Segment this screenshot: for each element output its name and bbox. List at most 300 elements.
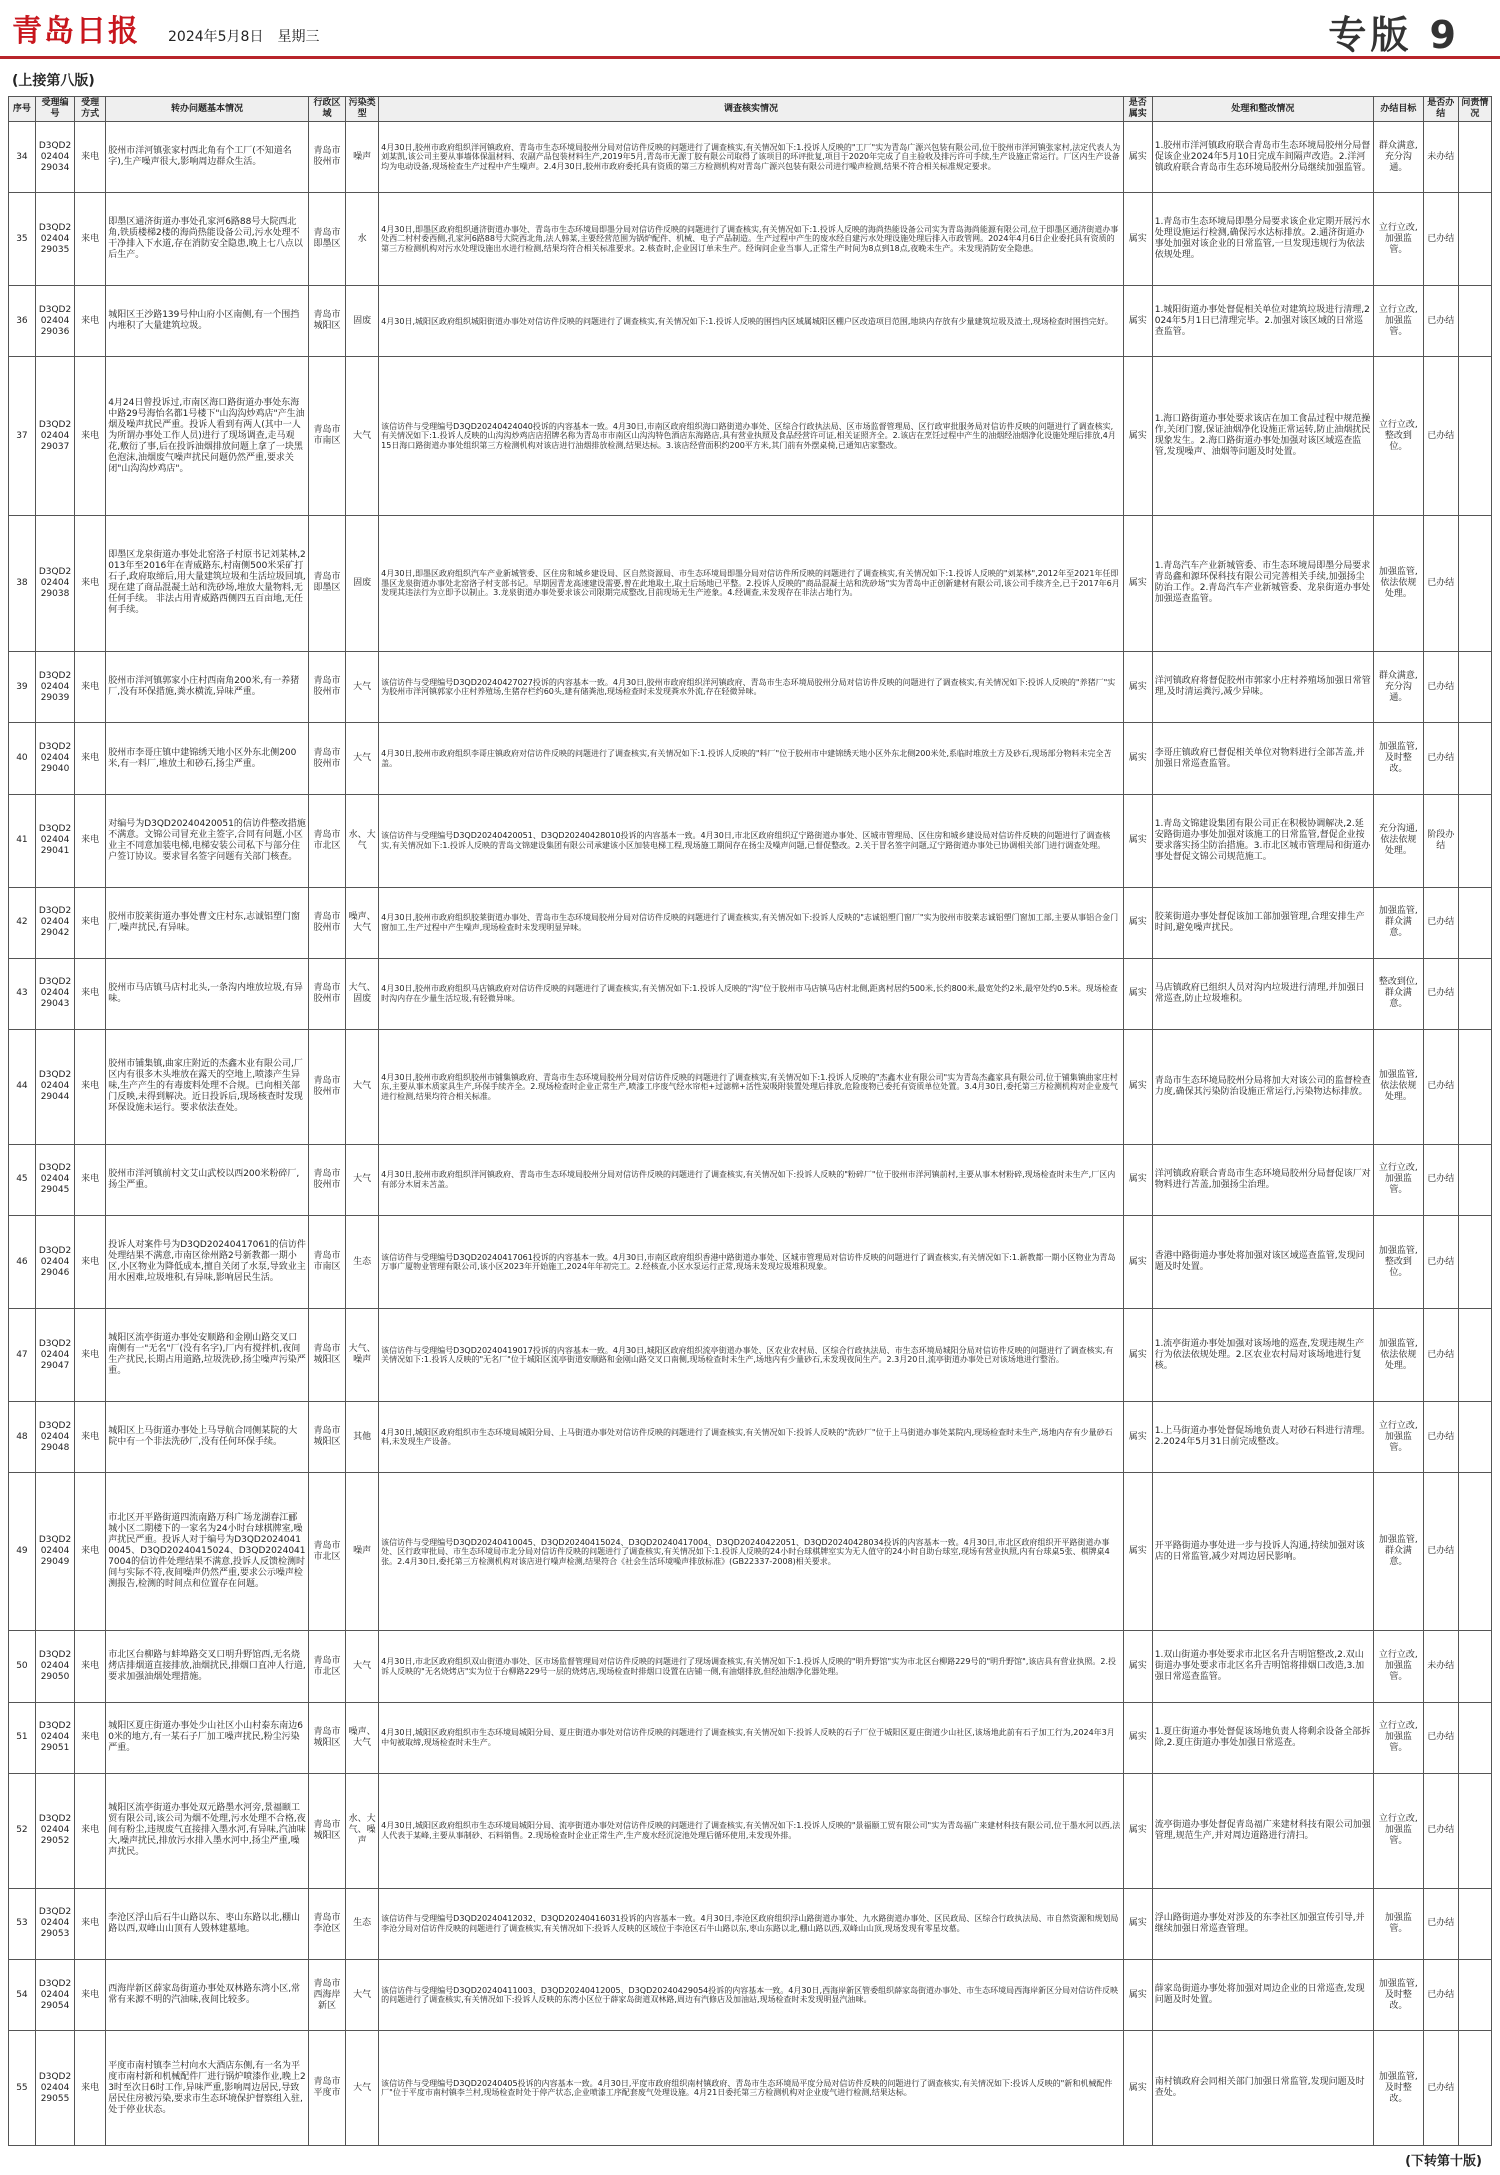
intake-method: 来电 <box>75 122 106 193</box>
intake-method: 来电 <box>75 193 106 286</box>
district: 青岛市市北区 <box>308 794 345 887</box>
action-taken: 李哥庄镇政府已督促相关单位对物料进行全部苫盖,并加强日常巡查监管。 <box>1152 723 1373 794</box>
intake-method: 来电 <box>75 515 106 652</box>
issue-description: 城阳区上马街道办事处上马导航合同侧某院的大院中有一个非法洗砂厂,没有任何环保手续。 <box>106 1402 309 1473</box>
verified-flag: 属实 <box>1123 1309 1152 1402</box>
intake-method: 来电 <box>75 1473 106 1631</box>
completion-status: 已办结 <box>1423 1144 1458 1215</box>
pollution-type: 大气、噪声 <box>346 1309 379 1402</box>
accountability <box>1458 887 1491 958</box>
case-id: D3QD202404 29039 <box>35 652 74 723</box>
investigation-findings: 4月30日,胶州市政府组织李哥庄镇政府对信访件反映的问题进行了调查核实,有关情况如下:1.投诉人反映的"料厂"位于胶州市中建锦绣天地小区外东北侧200米处,系临时堆放土方及砂石,现场部分物料未完全苫盖。 <box>379 723 1124 794</box>
accountability <box>1458 1144 1491 1215</box>
action-taken: 洋河镇政府联合青岛市生态环境局胶州分局督促该厂对物料进行苫盖,加强扬尘治理。 <box>1152 1144 1373 1215</box>
verified-flag: 属实 <box>1123 1473 1152 1631</box>
investigation-findings: 4月30日,城阳区政府组织城阳街道办事处对信访件反映的问题进行了调查核实,有关情况如下:1.投诉人反映的围挡内区域属城阳区棚户区改造项目范围,地块内存放有少量建筑垃圾及渣土,现场检查时围挡完好。 <box>379 286 1124 357</box>
completion-goal: 加强监管,及时整改。 <box>1374 2031 1424 2146</box>
col-header: 序号 <box>9 97 36 122</box>
investigation-findings: 4月30日,胶州市政府组织马店镇政府对信访件反映的问题进行了调查核实,有关情况如下:1.投诉人反映的"沟"位于胶州市马店镇马店村北侧,距离村居约500米,长约800米,最宽处约2米,最窄处约0.5米。现场检查时沟内存在少量生活垃圾,有轻微异味。 <box>379 958 1124 1029</box>
col-header: 受理编号 <box>35 97 74 122</box>
completion-status: 已办结 <box>1423 958 1458 1029</box>
verified-flag: 属实 <box>1123 1888 1152 1959</box>
completion-status: 已办结 <box>1423 286 1458 357</box>
col-header: 处理和整改情况 <box>1152 97 1373 122</box>
verified-flag: 属实 <box>1123 515 1152 652</box>
intake-method: 来电 <box>75 887 106 958</box>
case-id: D3QD202404 29045 <box>35 1144 74 1215</box>
district: 青岛市即墨区 <box>308 515 345 652</box>
issue-description: 西海岸新区薛家岛街道办事处双林路东湾小区,常常有来源不明的汽油味,夜间比较多。 <box>106 1959 309 2030</box>
table-row <box>9 1144 1492 1215</box>
investigation-findings: 4月30日,城阳区政府组织市生态环境局城阳分局、上马街道办事处对信访件反映的问题进行了调查核实,有关情况如下:投诉人反映的"洗砂厂"位于上马街道办事处某院内,现场检查时未生产,场地内存有少量砂石料,未发现生产设备。 <box>379 1402 1124 1473</box>
table-row <box>9 193 1492 286</box>
investigation-findings: 4月30日,即墨区政府组织通济街道办事处、青岛市生态环境局即墨分局对信访件反映的问题进行了调查核实,有关情况如下:1.投诉人反映的海尚热能设备公司实为青岛海尚能源有限公司,位于即墨区通济街道办事处西二村村委西侧,孔家河6路88号大院西北角,法人韩某,主要经营范围为锅炉配件、机械、电子产品制造。生产过程中产生的废水经自建污水处理设施处理后排入市政管网。2024年4月6日企业委托具有资质的第三方检测机构对污水处理设施出水进行检测,结果均符合相关标准要求。2.核查时,企业因订单未生产。经询问企业当事人,正常生产时间为8点到18点,夜晚未生产。未发现消防安全隐患。 <box>379 193 1124 286</box>
pollution-type: 大气、固废 <box>346 958 379 1029</box>
verified-flag: 属实 <box>1123 1402 1152 1473</box>
accountability <box>1458 652 1491 723</box>
issue-description: 城阳区王沙路139号仲山府小区南侧,有一个围挡内堆积了大量建筑垃圾。 <box>106 286 309 357</box>
accountability <box>1458 193 1491 286</box>
table-row <box>9 357 1492 515</box>
row-number: 51 <box>9 1702 36 1773</box>
action-taken: 1.胶州市洋河镇政府联合青岛市生态环境局胶州分局督促该企业2024年5月10日完成车间隔声改造。2.洋河镇政府联合青岛市生态环境局胶州分局继续加强监管。 <box>1152 122 1373 193</box>
table-row <box>9 286 1492 357</box>
case-id: D3QD202404 29044 <box>35 1030 74 1145</box>
accountability <box>1458 1309 1491 1402</box>
completion-status: 已办结 <box>1423 2031 1458 2146</box>
completion-status: 已办结 <box>1423 1959 1458 2030</box>
case-id: D3QD202404 29047 <box>35 1309 74 1402</box>
district: 青岛市城阳区 <box>308 286 345 357</box>
col-header: 行政区域 <box>308 97 345 122</box>
continued-from-note: (上接第八版) <box>12 73 95 89</box>
district: 青岛市市南区 <box>308 357 345 515</box>
table-row <box>9 652 1492 723</box>
investigation-findings: 该信访件与受理编号D3QD20240412032、D3QD20240416031投诉的内容基本一致。4月30日,李沧区政府组织浮山路街道办事处、九水路街道办事处、区民政局、区综合行政执法局、市自然资源和规划局李沧分局对信访件反映的问题进行了调查核实,有关情况如下:投诉人反映的区域位于李沧区石牛山路以东,枣山东路以北,棚山路以西,双峰山山顶,现场发现有零星坟墓。 <box>379 1888 1124 1959</box>
col-header: 是否属实 <box>1123 97 1152 122</box>
pollution-type: 水、大气 <box>346 794 379 887</box>
district: 青岛市西海岸新区 <box>308 1959 345 2030</box>
completion-status: 已办结 <box>1423 1888 1458 1959</box>
completion-status: 已办结 <box>1423 1473 1458 1631</box>
accountability <box>1458 2031 1491 2146</box>
district: 青岛市胶州市 <box>308 1030 345 1145</box>
row-number: 43 <box>9 958 36 1029</box>
issue-description: 即墨区通济街道办事处孔家河6路88号大院西北角,铁质楼梯2楼的海尚热能设备公司,污水处理不干净排入下水道,存在消防安全隐患,晚上七八点以后生产。 <box>106 193 309 286</box>
pollution-type: 噪声、大气 <box>346 887 379 958</box>
pollution-type: 大气 <box>346 1144 379 1215</box>
pollution-type: 大气 <box>346 1030 379 1145</box>
action-taken: 胶莱街道办事处督促该加工部加强管理,合理安排生产时间,避免噪声扰民。 <box>1152 887 1373 958</box>
district: 青岛市平度市 <box>308 2031 345 2146</box>
issue-description: 市北区台柳路与蚌埠路交叉口明升野馆西,无名烧烤店排烟道直接排放,油烟扰民,排烟口直冲人行道,要求加强油烟处理措施。 <box>106 1631 309 1702</box>
case-id: D3QD202404 29052 <box>35 1773 74 1888</box>
verified-flag: 属实 <box>1123 193 1152 286</box>
completion-goal: 充分沟通,依法依规处理。 <box>1374 794 1424 887</box>
action-taken: 1.流亭街道办事处加强对该场地的巡查,发现违规生产行为依法依规处理。2.区农业农村局对该场地进行复核。 <box>1152 1309 1373 1402</box>
section-title: 专版 9 <box>1328 13 1460 57</box>
table-row <box>9 1959 1492 2030</box>
district: 青岛市胶州市 <box>308 1144 345 1215</box>
verified-flag: 属实 <box>1123 652 1152 723</box>
table-row <box>9 1631 1492 1702</box>
completion-goal: 立行立改,加强监管。 <box>1374 193 1424 286</box>
intake-method: 来电 <box>75 1631 106 1702</box>
intake-method: 来电 <box>75 2031 106 2146</box>
investigation-findings: 该信访件与受理编号D3QD20240424040投诉的内容基本一致。4月30日,市南区政府组织海口路街道办事处、区综合行政执法局、区市场监督管理局、区行政审批服务局对信访件反映的问题进行了调查核实,有关情况如下:1.投诉人反映的山沟沟炒鸡店店招牌名称为青岛市市南区山沟沟特色酒店东海路店,具有营业执照及食品经营许可证,相关证照齐全。2.该店在烹饪过程中产生的油烟经油烟净化设施处理后排放,4月15日海口路街道办事处组织第三方检测机构对该店进行油烟排放检测,结果达标。3.该店经营面积约200平方米,其门前有外摆桌椅,已通知店家整改。 <box>379 357 1124 515</box>
district: 青岛市城阳区 <box>308 1702 345 1773</box>
investigation-findings: 该信访件与受理编号D3QD20240410045、D3QD20240415024、D3QD20240417004、D3QD20240422051、D3QD20240428034投诉的内容基本一致。4月30日,市北区政府组织开平路街道办事处、区行政审批局、市生态环境局市北分局对信访件反映的问题进行了调查核实,有关情况如下:1.投诉人反映的24小时台球棋牌室实为无人值守的24小时自助台球室,现场有营业执照,内有台球桌5张、棋牌桌4张。2.4月30日,委托第三方检测机构对该店进行噪声检测,结果符合《社会生活环境噪声排放标准》(GB22337-2008)相关要求。 <box>379 1473 1124 1631</box>
row-number: 52 <box>9 1773 36 1888</box>
issue-description: 市北区开平路街道四流南路万科广场龙湖春江郦城小区二期楼下的一家名为24小时台球棋牌室,噪声扰民严重。投诉人对于编号为D3QD20240410045、D3QD20240415024、D3QD20240417004的信访件处理结果不满意,投诉人反馈检测时间与实际不符,夜间噪声仍然严重,要求公示噪声检测报告,检测的时间点和位置存在问题。 <box>106 1473 309 1631</box>
district: 青岛市城阳区 <box>308 1309 345 1402</box>
pollution-type: 水 <box>346 193 379 286</box>
intake-method: 来电 <box>75 1888 106 1959</box>
issue-description: 胶州市李哥庄镇中建锦绣天地小区外东北侧200米,有一料厂,堆放土和砂石,扬尘严重。 <box>106 723 309 794</box>
action-taken: 南村镇政府会同相关部门加强日常监管,发现问题及时查处。 <box>1152 2031 1373 2146</box>
issue-description: 胶州市洋河镇前村文艾山武校以西200米粉碎厂,扬尘严重。 <box>106 1144 309 1215</box>
table-row <box>9 1773 1492 1888</box>
action-taken: 浮山路街道办事处对涉及的东李社区加强宣传引导,并继续加强日常巡查管理。 <box>1152 1888 1373 1959</box>
verified-flag: 属实 <box>1123 1959 1152 2030</box>
completion-status: 已办结 <box>1423 652 1458 723</box>
intake-method: 来电 <box>75 1773 106 1888</box>
verified-flag: 属实 <box>1123 1702 1152 1773</box>
case-id: D3QD202404 29049 <box>35 1473 74 1631</box>
investigation-findings: 该信访件与受理编号D3QD20240417061投诉的内容基本一致。4月30日,市南区政府组织香港中路街道办事处、区城市管理局对信访件反映的问题进行了调查核实,有关情况如下:1.新教都一期小区物业为青岛万事广厦物业管理有限公司,该小区2023年开始施工,2024年年初完工。2.经核查,小区水泵运行正常,现场未发现垃圾堆积现象。 <box>379 1216 1124 1309</box>
issue-description: 李沧区浮山后石牛山路以东、枣山东路以北,棚山路以西,双峰山山顶有人毁林建墓地。 <box>106 1888 309 1959</box>
completion-goal: 立行立改,加强监管。 <box>1374 1702 1424 1773</box>
intake-method: 来电 <box>75 1309 106 1402</box>
pollution-type: 生态 <box>346 1216 379 1309</box>
action-taken: 洋河镇政府将督促胶州市郭家小庄村养殖场加强日常管理,及时清运粪污,减少异味。 <box>1152 652 1373 723</box>
pollution-type: 噪声 <box>346 1473 379 1631</box>
intake-method: 来电 <box>75 958 106 1029</box>
verified-flag: 属实 <box>1123 1773 1152 1888</box>
issue-description: 平度市南村镇李兰村向水大酒店东侧,有一名为平度市南村新和机械配件厂进行锅炉喷漆作业,晚上23时至次日6时工作,异味严重,影响周边居民,导致居民住房被污染,要求市生态环境保护督察组入驻,处于停业状态。 <box>106 2031 309 2146</box>
pollution-type: 固废 <box>346 515 379 652</box>
issue-description: 4月24日曾投诉过,市南区海口路街道办事处东海中路29号海怡名都1号楼下"山沟沟炒鸡店"产生油烟及噪声扰民严重。投诉人看到有两人(其中一人为所谓办事处工作人员)进行了现场调查,走马观花,敷衍了事,后在投诉油烟排放问题上拿了一块黑色泡沫,油烟废气噪声扰民问题仍然严重,要求关闭"山沟沟炒鸡店"。 <box>106 357 309 515</box>
row-number: 39 <box>9 652 36 723</box>
row-number: 41 <box>9 794 36 887</box>
row-number: 54 <box>9 1959 36 2030</box>
masthead <box>0 0 1500 59</box>
table-row <box>9 515 1492 652</box>
accountability <box>1458 1773 1491 1888</box>
issue-description: 胶州市洋河镇郭家小庄村西南角200米,有一养猪厂,没有环保措施,粪水横流,异味严重。 <box>106 652 309 723</box>
pollution-type: 其他 <box>346 1402 379 1473</box>
case-id: D3QD202404 29042 <box>35 887 74 958</box>
district: 青岛市胶州市 <box>308 887 345 958</box>
intake-method: 来电 <box>75 1144 106 1215</box>
action-taken: 1.夏庄街道办事处督促该场地负责人将剩余设备全部拆除,2.夏庄街道办事处加强日常巡查。 <box>1152 1702 1373 1773</box>
verified-flag: 属实 <box>1123 1144 1152 1215</box>
issue-description: 胶州市洋河镇张家村西北角有个工厂(不知道名字),生产噪声很大,影响周边群众生活。 <box>106 122 309 193</box>
completion-goal: 群众满意,充分沟通。 <box>1374 122 1424 193</box>
investigation-findings: 该信访件与受理编号D3QD20240420051、D3QD20240428010投诉的内容基本一致。4月30日,市北区政府组织辽宁路街道办事处、区城市管理局、区住房和城乡建设局对信访件反映的问题进行了调查核实,有关情况如下:1.投诉人反映的青岛文锦建设集团有限公司承建该小区加装电梯工程,现场施工期间存在扬尘及噪声问题,已督促整改。2.关于冒名签字问题,辽宁路街道办事处已协调相关部门进行调查处理。 <box>379 794 1124 887</box>
accountability <box>1458 1631 1491 1702</box>
pollution-type: 噪声 <box>346 122 379 193</box>
pollution-type: 大气 <box>346 1631 379 1702</box>
row-number: 34 <box>9 122 36 193</box>
col-header: 转办问题基本情况 <box>106 97 309 122</box>
table-row <box>9 1402 1492 1473</box>
completion-goal: 立行立改,加强监管。 <box>1374 1773 1424 1888</box>
col-header: 问责情况 <box>1458 97 1491 122</box>
row-number: 55 <box>9 2031 36 2146</box>
issue-description: 胶州市马店镇马店村北头,一条沟内堆放垃圾,有异味。 <box>106 958 309 1029</box>
accountability <box>1458 1888 1491 1959</box>
accountability <box>1458 286 1491 357</box>
action-taken: 流亭街道办事处督促青岛福广来建材科技有限公司加强管理,规范生产,并对周边道路进行清扫。 <box>1152 1773 1373 1888</box>
action-taken: 青岛市生态环境局胶州分局将加大对该公司的监督检查力度,确保其污染防治设施正常运行,污染物达标排放。 <box>1152 1030 1373 1145</box>
completion-status: 已办结 <box>1423 357 1458 515</box>
verified-flag: 属实 <box>1123 286 1152 357</box>
completion-goal: 立行立改,加强监管。 <box>1374 1631 1424 1702</box>
issue-date: 2024年5月8日 星期三 <box>168 29 320 45</box>
completion-goal: 加强监管,及时整改。 <box>1374 723 1424 794</box>
case-id: D3QD202404 29036 <box>35 286 74 357</box>
pollution-type: 大气 <box>346 652 379 723</box>
pollution-type: 固废 <box>346 286 379 357</box>
investigation-findings: 4月30日,胶州市政府组织胶莱街道办事处、青岛市生态环境局胶州分局对信访件反映的问题进行了调查核实,有关情况如下:投诉人反映的"志诚铝塑门窗厂"实为胶州市胶莱志诚铝塑门窗加工部,主要从事铝合金门窗加工,生产过程中产生噪声,现场检查时未发现明显异味。 <box>379 887 1124 958</box>
investigation-findings: 该信访件与受理编号D3QD20240405投诉的内容基本一致。4月30日,平度市政府组织南村镇政府、青岛市生态环境局平度分局对信访件反映的问题进行了调查核实,有关情况如下:投诉人反映的"新和机械配件厂"位于平度市南村镇李兰村,现场检查时处于停产状态,企业喷漆工序配套废气处理设施。4月21日委托第三方检测机构对企业废气进行检测,结果达标。 <box>379 2031 1124 2146</box>
issue-description: 城阳区夏庄街道办事处少山社区小山村泰东南边60米的地方,有一某石子厂加工噪声扰民,粉尘污染严重。 <box>106 1702 309 1773</box>
intake-method: 来电 <box>75 1702 106 1773</box>
completion-status: 已办结 <box>1423 1309 1458 1402</box>
completion-goal: 加强监管,依法依规处理。 <box>1374 1309 1424 1402</box>
completion-status: 未办结 <box>1423 1631 1458 1702</box>
intake-method: 来电 <box>75 1216 106 1309</box>
table-row <box>9 1702 1492 1773</box>
district: 青岛市胶州市 <box>308 122 345 193</box>
issue-description: 投诉人对案件号为D3QD20240417061的信访件处理结果不满意,市南区徐州路2号新教都一期小区,小区物业为降低成本,擅自关闭了水泵,导致业主用水困难,垃圾堆积,有异味,影响居民生活。 <box>106 1216 309 1309</box>
col-header: 受理方式 <box>75 97 106 122</box>
accountability <box>1458 1216 1491 1309</box>
action-taken: 1.海口路街道办事处要求该店在加工食品过程中规范操作,关闭门窗,保证油烟净化设施正常运转,防止油烟扰民现象发生。2.海口路街道办事处加强对该区域巡查监管,发现噪声、油烟等问题及时处置。 <box>1152 357 1373 515</box>
accountability <box>1458 515 1491 652</box>
table-row <box>9 794 1492 887</box>
district: 青岛市市南区 <box>308 1216 345 1309</box>
investigation-findings: 4月30日,即墨区政府组织汽车产业新城管委、区住房和城乡建设局、区自然资源局、市生态环境局即墨分局对信访件所反映的问题进行了调查核实,有关情况如下:1.投诉人反映的"刘某林",2012年至2021年任即墨区龙泉街道办事处北窑洛子村支部书记。早期因青龙高速建设需要,曾在此地取土,取土后场地已平整。2.投诉人反映的"商品混凝土站和洗砂场"实为青岛中正创新建材有限公司,该公司手续齐全,已于2017年6月发现其违法行为立即予以制止。3.龙泉街道办事处要求该公司限期完成整改,目前现场无生产迹象。4.经调查,未发现存在非法占地行为。 <box>379 515 1124 652</box>
completion-goal: 立行立改,整改到位。 <box>1374 357 1424 515</box>
col-header: 调查核实情况 <box>379 97 1124 122</box>
pollution-type: 大气 <box>346 723 379 794</box>
row-number: 49 <box>9 1473 36 1631</box>
intake-method: 来电 <box>75 652 106 723</box>
pollution-type: 大气 <box>346 1959 379 2030</box>
verified-flag: 属实 <box>1123 794 1152 887</box>
district: 青岛市即墨区 <box>308 193 345 286</box>
investigation-findings: 该信访件与受理编号D3QD20240411003、D3QD20240412005、D3QD20240429054投诉的内容基本一致。4月30日,西海岸新区管委组织薛家岛街道办事处、市生态环境局西海岸新区分局对信访件反映的问题进行了调查核实,有关情况如下:投诉人反映的东湾小区位于薛家岛街道双林路,周边有汽修店及加油站,现场检查时未发现明显汽油味。 <box>379 1959 1124 2030</box>
table-row <box>9 1030 1492 1145</box>
completion-goal: 加强监管,整改到位。 <box>1374 1216 1424 1309</box>
action-taken: 香港中路街道办事处将加强对该区域巡查监管,发现问题及时处置。 <box>1152 1216 1373 1309</box>
investigation-findings: 该信访件与受理编号D3QD20240419017投诉的内容基本一致。4月30日,城阳区政府组织流亭街道办事处、区农业农村局、区综合行政执法局、市生态环境局城阳分局对信访件反映的问题进行了调查核实,有关情况如下:1.投诉人反映的"无名厂"位于城阳区流亭街道安顺路和金刚山路交叉口南侧,现场检查时未生产,场地内有少量砂石,未发现夜间生产。2.3月20日,流亭街道办事处已对该场地进行整治。 <box>379 1309 1124 1402</box>
action-taken: 1.双山街道办事处要求市北区名升吉明馆整改,2.双山街道办事处要求市北区名升吉明馆将排烟口改造,3.加强日常巡查监管。 <box>1152 1631 1373 1702</box>
table-header-row <box>9 97 1492 122</box>
intake-method: 来电 <box>75 286 106 357</box>
row-number: 50 <box>9 1631 36 1702</box>
completion-status: 已办结 <box>1423 723 1458 794</box>
district: 青岛市李沧区 <box>308 1888 345 1959</box>
row-number: 45 <box>9 1144 36 1215</box>
newspaper-logo: 青岛日报 <box>12 14 140 49</box>
completion-goal: 立行立改,加强监管。 <box>1374 1402 1424 1473</box>
district: 青岛市城阳区 <box>308 1773 345 1888</box>
completion-goal: 立行立改,加强监管。 <box>1374 286 1424 357</box>
table-row <box>9 1216 1492 1309</box>
verified-flag: 属实 <box>1123 2031 1152 2146</box>
completion-goal: 立行立改,加强监管。 <box>1374 1144 1424 1215</box>
col-header: 污染类型 <box>346 97 379 122</box>
action-taken: 1.青岛汽车产业新城管委、市生态环境局即墨分局要求青岛鑫和源环保科技有限公司完善相关手续,加强扬尘防治工作。2.青岛汽车产业新城管委、龙泉街道办事处加强巡查监管。 <box>1152 515 1373 652</box>
action-taken: 开平路街道办事处进一步与投诉人沟通,持续加强对该店的日常监管,减少对周边居民影响。 <box>1152 1473 1373 1631</box>
case-id: D3QD202404 29038 <box>35 515 74 652</box>
continued-to-note: (下转第十版) <box>1405 2154 1482 2169</box>
completion-status: 已办结 <box>1423 515 1458 652</box>
case-id: D3QD202404 29040 <box>35 723 74 794</box>
action-taken: 1.城阳街道办事处督促相关单位对建筑垃圾进行清理,2024年5月1日已清理完毕。2.加强对该区域的日常巡查监管。 <box>1152 286 1373 357</box>
district: 青岛市城阳区 <box>308 1402 345 1473</box>
accountability <box>1458 723 1491 794</box>
table-row <box>9 1309 1492 1402</box>
completion-status: 已办结 <box>1423 1402 1458 1473</box>
table-row <box>9 887 1492 958</box>
table-row <box>9 723 1492 794</box>
investigation-findings: 4月30日,城阳区政府组织市生态环境局城阳分局、夏庄街道办事处对信访件反映的问题进行了调查核实,有关情况如下:投诉人反映的石子厂位于城阳区夏庄街道少山社区,该场地此前有石子加工行为,2024年3月中旬被取缔,现场检查时未生产。 <box>379 1702 1124 1773</box>
case-id: D3QD202404 29048 <box>35 1402 74 1473</box>
accountability <box>1458 1402 1491 1473</box>
intake-method: 来电 <box>75 357 106 515</box>
completion-status: 未办结 <box>1423 122 1458 193</box>
investigation-findings: 4月30日,胶州市政府组织洋河镇政府、青岛市生态环境局胶州分局对信访件反映的问题进行了调查核实,有关情况如下:投诉人反映的"粉碎厂"位于胶州市洋河镇前村,主要从事木材粉碎,现场检查时未生产,厂区内有部分木屑未苫盖。 <box>379 1144 1124 1215</box>
case-id: D3QD202404 29037 <box>35 357 74 515</box>
issue-description: 对编号为D3QD20240420051的信访件整改措施不满意。文锦公司冒充业主签字,合同有问题,小区业主不同意加装电梯,电梯安装公司私下与部分住户签订协议。要求冒名签字问题有关部门核查。 <box>106 794 309 887</box>
investigation-findings: 4月30日,胶州市政府组织洋河镇政府、青岛市生态环境局胶州分局对信访件反映的问题进行了调查核实,有关情况如下:1.投诉人反映的"工厂"实为青岛广源兴包装有限公司,位于胶州市洋河镇张家村,法定代表人为刘某凯,该公司主要从事墙体保温材料、农副产品包装材料生产,2019年5月,青岛市无源丁胶有限公司取得了该项目的环评批复,项目于2020年完成了自主验收及排污许可手续,生产设施正常运行。厂区内生产设备均为电动设备,现场检查生产过程中产生噪声。2.4月30日,胶州市政府委托具有资质的第三方检测机构对青岛广源兴包装有限公司进行噪声检测,结果不符合相关标准规定要求。 <box>379 122 1124 193</box>
row-number: 40 <box>9 723 36 794</box>
accountability <box>1458 122 1491 193</box>
district: 青岛市市北区 <box>308 1473 345 1631</box>
case-id: D3QD202404 29034 <box>35 122 74 193</box>
verified-flag: 属实 <box>1123 122 1152 193</box>
completion-status: 已办结 <box>1423 1216 1458 1309</box>
row-number: 46 <box>9 1216 36 1309</box>
row-number: 37 <box>9 357 36 515</box>
table-row <box>9 1473 1492 1631</box>
completion-status: 阶段办结 <box>1423 794 1458 887</box>
completion-goal: 加强监管,群众满意。 <box>1374 1473 1424 1631</box>
case-id: D3QD202404 29041 <box>35 794 74 887</box>
table-row <box>9 958 1492 1029</box>
pollution-type: 大气 <box>346 357 379 515</box>
verified-flag: 属实 <box>1123 1030 1152 1145</box>
issue-description: 城阳区流亭街道办事处安顺路和金刚山路交叉口南侧有一"无名"厂(没有名字),厂内有搅拌机,夜间生产扰民,长期占用道路,垃圾洗砂,扬尘噪声污染严重。 <box>106 1309 309 1402</box>
district: 青岛市胶州市 <box>308 958 345 1029</box>
intake-method: 来电 <box>75 723 106 794</box>
row-number: 35 <box>9 193 36 286</box>
completion-goal: 群众满意,充分沟通。 <box>1374 652 1424 723</box>
issue-description: 胶州市胶莱街道办事处曹文庄村东,志诚铝塑门窗厂,噪声扰民,有异味。 <box>106 887 309 958</box>
completion-status: 已办结 <box>1423 193 1458 286</box>
action-taken: 1.上马街道办事处督促场地负责人对砂石料进行清理。2.2024年5月31日前完成整改。 <box>1152 1402 1373 1473</box>
completion-status: 已办结 <box>1423 1702 1458 1773</box>
completion-status: 已办结 <box>1423 1773 1458 1888</box>
row-number: 36 <box>9 286 36 357</box>
intake-method: 来电 <box>75 1959 106 2030</box>
completion-goal: 加强监管,依法依规处理。 <box>1374 1030 1424 1145</box>
issue-description: 即墨区龙泉街道办事处北窑洛子村原书记刘某林,2013年至2016年在青威路东,村南侧500米采矿打石子,政府取缔后,用大量建筑垃圾和生活垃圾回填,现在建了商品混凝土站和洗砂场,堆放大量物料,无任何手续。 非法占用青威路西侧四五百亩地,无任何手续。 <box>106 515 309 652</box>
case-id: D3QD202404 29054 <box>35 1959 74 2030</box>
intake-method: 来电 <box>75 1402 106 1473</box>
intake-method: 来电 <box>75 794 106 887</box>
accountability <box>1458 1702 1491 1773</box>
intake-method: 来电 <box>75 1030 106 1145</box>
completion-status: 已办结 <box>1423 887 1458 958</box>
table-row <box>9 1888 1492 1959</box>
investigation-findings: 4月30日,城阳区政府组织市生态环境局城阳分局、流亭街道办事处对信访件反映的问题进行了调查核实,有关情况如下:1.投诉人反映的"景福颐工贸有限公司"实为青岛福广来建材科技有限公司,位于墨水河以西,法人代表于某峰,主要从事制砂、石料销售。2.现场检查时企业正常生产,生产废水经沉淀池处理后循环使用,未发现外排。 <box>379 1773 1124 1888</box>
pollution-type: 噪声、大气 <box>346 1702 379 1773</box>
case-id: D3QD202404 29046 <box>35 1216 74 1309</box>
complaints-table <box>8 96 1492 2146</box>
issue-description: 胶州市铺集镇,曲家庄附近的杰鑫木业有限公司,厂区内有很多木头堆放在露天的空地上,喷漆产生异味,生产产生的有毒废料处理不合规。已向相关部门反映,未得到解决。近日投诉后,现场核查时发现环保设施未运行。要求依法查处。 <box>106 1030 309 1145</box>
completion-goal: 加强监管,依法依规处理。 <box>1374 515 1424 652</box>
pollution-type: 大气 <box>346 2031 379 2146</box>
row-number: 47 <box>9 1309 36 1402</box>
case-id: D3QD202404 29035 <box>35 193 74 286</box>
completion-goal: 加强监管。 <box>1374 1888 1424 1959</box>
accountability <box>1458 357 1491 515</box>
action-taken: 1.青岛市生态环境局即墨分局要求该企业定期开展污水处理设施运行检测,确保污水达标排放。2.通济街道办事处加强对该企业的日常监管,一旦发现违规行为依法依规处理。 <box>1152 193 1373 286</box>
completion-goal: 整改到位,群众满意。 <box>1374 958 1424 1029</box>
verified-flag: 属实 <box>1123 1216 1152 1309</box>
case-id: D3QD202404 29050 <box>35 1631 74 1702</box>
col-header: 是否办结 <box>1423 97 1458 122</box>
completion-goal: 加强监管,群众满意。 <box>1374 887 1424 958</box>
investigation-findings: 该信访件与受理编号D3QD20240427027投诉的内容基本一致。4月30日,胶州市政府组织洋河镇政府、青岛市生态环境局胶州分局对信访件反映的问题进行了调查核实,有关情况如下:投诉人反映的"养猪厂"实为胶州市洋河镇郭家小庄村养殖场,生猪存栏约60头,建有储粪池,现场检查时未发现粪水外流,存在轻微异味。 <box>379 652 1124 723</box>
action-taken: 薛家岛街道办事处将加强对周边企业的日常巡查,发现问题及时处置。 <box>1152 1959 1373 2030</box>
district: 青岛市胶州市 <box>308 652 345 723</box>
accountability <box>1458 958 1491 1029</box>
row-number: 53 <box>9 1888 36 1959</box>
investigation-findings: 4月30日,胶州市政府组织胶州市铺集镇政府、青岛市生态环境局胶州分局对信访件反映的问题进行了调查核实,有关情况如下:1.投诉人反映的"杰鑫木业有限公司"实为青岛杰鑫家具有限公司,位于铺集镇曲家庄村东,主要从事木质家具生产,环保手续齐全。2.现场检查时企业正常生产,喷漆工序废气经水帘柜+过滤棉+活性炭吸附装置处理后排放,危险废物已委托有资质单位处置。3.4月30日,委托第三方检测机构对企业废气进行检测,结果均符合相关标准。 <box>379 1030 1124 1145</box>
verified-flag: 属实 <box>1123 958 1152 1029</box>
action-taken: 马店镇政府已组织人员对沟内垃圾进行清理,并加强日常巡查,防止垃圾堆积。 <box>1152 958 1373 1029</box>
col-header: 办结目标 <box>1374 97 1424 122</box>
table-row <box>9 2031 1492 2146</box>
accountability <box>1458 1473 1491 1631</box>
case-id: D3QD202404 29053 <box>35 1888 74 1959</box>
accountability <box>1458 794 1491 887</box>
issue-description: 城阳区流亭街道办事处双元路墨水河旁,景福颐工贸有限公司,该公司为烟不处理,污水处理不合格,夜间有粉尘,违规废气直接排入墨水河,有异味,汽油味大,噪声扰民,排放污水排入墨水河中,扬尘严重,噪声扰民。 <box>106 1773 309 1888</box>
row-number: 48 <box>9 1402 36 1473</box>
row-number: 42 <box>9 887 36 958</box>
verified-flag: 属实 <box>1123 357 1152 515</box>
action-taken: 1.青岛文锦建设集团有限公司正在积极协调解决,2.延安路街道办事处加强对该施工的日常监管,督促企业按要求落实扬尘防治措施。3.市北区城市管理局和街道办事处督促文锦公司规范施工。 <box>1152 794 1373 887</box>
case-id: D3QD202404 29043 <box>35 958 74 1029</box>
investigation-findings: 4月30日,市北区政府组织双山街道办事处、区市场监督管理局对信访件反映的问题进行了现场调查核实,有关情况如下:1.投诉人反映的"明升野馆"实为市北区台柳路229号的"明升野馆",该店具有营业执照。2.投诉人反映的"无名烧烤店"实为位于台柳路229号一层的烧烤店,现场检查时排烟口设置在店铺一侧,有油烟排放,但经油烟净化器处理。 <box>379 1631 1124 1702</box>
verified-flag: 属实 <box>1123 723 1152 794</box>
accountability <box>1458 1959 1491 2030</box>
district: 青岛市市北区 <box>308 1631 345 1702</box>
pollution-type: 水、大气、噪声 <box>346 1773 379 1888</box>
completion-status: 已办结 <box>1423 1030 1458 1145</box>
accountability <box>1458 1030 1491 1145</box>
district: 青岛市胶州市 <box>308 723 345 794</box>
completion-goal: 加强监管,及时整改。 <box>1374 1959 1424 2030</box>
row-number: 38 <box>9 515 36 652</box>
verified-flag: 属实 <box>1123 1631 1152 1702</box>
